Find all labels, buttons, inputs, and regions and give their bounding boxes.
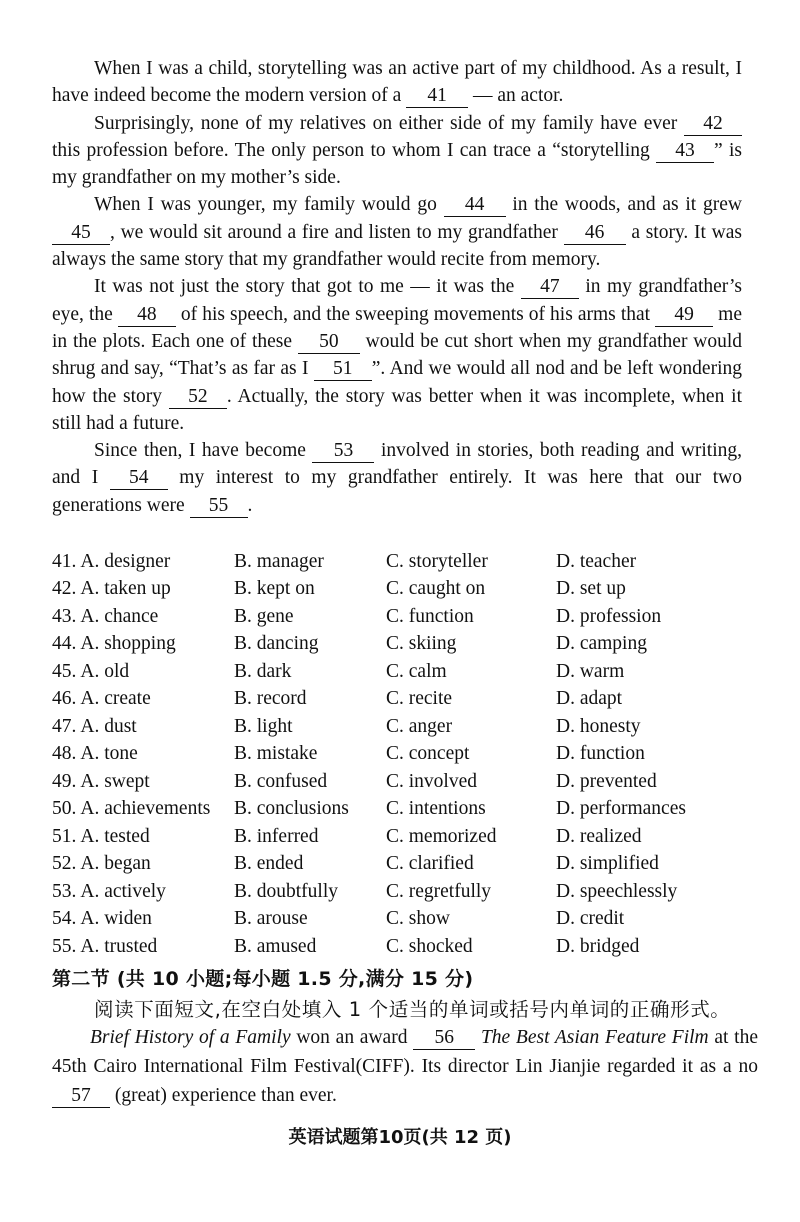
option-row bbox=[52, 686, 752, 714]
option-row bbox=[52, 631, 752, 659]
blank-41: 41 bbox=[406, 85, 468, 108]
option-row bbox=[52, 768, 752, 796]
option-b: B. mistake bbox=[234, 743, 318, 765]
question-number: 53. bbox=[52, 880, 77, 902]
blank-42: 42 bbox=[684, 113, 742, 136]
option-d: D. prevented bbox=[556, 770, 657, 792]
blank-57: 57 bbox=[52, 1085, 110, 1108]
option-d: D. set up bbox=[556, 578, 626, 600]
option-b: B. inferred bbox=[234, 825, 319, 847]
option-a bbox=[52, 661, 234, 683]
option-row bbox=[52, 548, 752, 576]
option-a bbox=[52, 716, 234, 738]
option-text: A. old bbox=[80, 660, 130, 682]
page-footer: 英语试题第10页(共 12 页) bbox=[288, 1127, 512, 1148]
option-d: D. warm bbox=[556, 660, 625, 682]
blank-51: 51 bbox=[314, 358, 372, 381]
option-d: D. performances bbox=[556, 798, 686, 820]
paragraph-3 bbox=[52, 191, 742, 273]
option-text: A. actively bbox=[80, 880, 166, 902]
option-c: C. calm bbox=[386, 660, 447, 682]
paragraph-5 bbox=[52, 437, 742, 519]
option-b: B. dark bbox=[234, 660, 292, 682]
option-b: B. gene bbox=[234, 605, 294, 627]
option-b: B. light bbox=[234, 715, 293, 737]
option-d: D. honesty bbox=[556, 715, 641, 737]
option-b: B. kept on bbox=[234, 578, 315, 600]
question-number: 44. bbox=[52, 633, 77, 655]
option-b: B. record bbox=[234, 688, 307, 710]
option-row bbox=[52, 713, 752, 741]
question-number: 42. bbox=[52, 578, 77, 600]
question-number: 55. bbox=[52, 935, 77, 957]
blank-43: 43 bbox=[656, 140, 714, 163]
option-row bbox=[52, 823, 752, 851]
option-row bbox=[52, 658, 752, 686]
option-text: A. tone bbox=[80, 743, 138, 765]
option-c: C. show bbox=[386, 908, 450, 930]
grammar-passage bbox=[52, 1023, 758, 1110]
option-c: C. shocked bbox=[386, 935, 473, 957]
option-text: A. designer bbox=[80, 550, 171, 572]
option-c: C. clarified bbox=[386, 853, 474, 875]
option-b: B. doubtfully bbox=[234, 880, 339, 902]
question-number: 52. bbox=[52, 853, 77, 875]
text: When I was a child, storytelling was an active part of my childhood. As a result, I have indeed become the modern version of a bbox=[52, 58, 742, 107]
paragraph-1 bbox=[52, 55, 742, 110]
option-row bbox=[52, 576, 752, 604]
text: my interest to my grandfather entirely. It was here that our two generations were bbox=[52, 467, 743, 516]
section-title: 第二节 (共 10 小题;每小题 1.5 分,满分 15 分) bbox=[52, 968, 474, 990]
option-row bbox=[52, 906, 752, 934]
option-a bbox=[52, 606, 234, 628]
paragraph-4 bbox=[52, 273, 742, 437]
option-b: B. confused bbox=[234, 770, 328, 792]
blank-50: 50 bbox=[298, 331, 360, 354]
option-d: D. profession bbox=[556, 605, 662, 627]
text: It was not just the story that got to me — it was the bbox=[94, 276, 521, 298]
section-instructions: 阅读下面短文,在空白处填入 1 个适当的单词或括号内单词的正确形式。 bbox=[94, 998, 731, 1021]
option-b: B. manager bbox=[234, 550, 324, 572]
option-a bbox=[52, 771, 234, 793]
cloze-passage bbox=[52, 55, 742, 519]
option-a bbox=[52, 908, 234, 930]
question-number: 46. bbox=[52, 688, 77, 710]
option-d: D. function bbox=[556, 743, 645, 765]
option-text: A. widen bbox=[80, 908, 152, 930]
text: , we would sit around a fire and listen to my grandfather bbox=[110, 221, 564, 243]
text: at the 45th Cairo International Film Festival(CIFF). Its director Lin Jianjie regarded it as a no bbox=[52, 1027, 758, 1077]
option-a bbox=[52, 826, 234, 848]
option-row bbox=[52, 741, 752, 769]
option-text: A. swept bbox=[80, 770, 150, 792]
blank-47: 47 bbox=[521, 276, 579, 299]
option-text: A. began bbox=[80, 853, 151, 875]
option-row bbox=[52, 933, 752, 961]
option-text: A. achievements bbox=[80, 798, 211, 820]
option-d: D. speechlessly bbox=[556, 880, 678, 902]
film-title: Brief History of a Family bbox=[90, 1027, 291, 1048]
text: this profession before. The only person to whom I can trace a “storytelling bbox=[52, 139, 657, 161]
blank-52: 52 bbox=[169, 386, 227, 409]
text: would be cut short when my grandfather would shrug and say, “That’s as far as I bbox=[52, 330, 742, 380]
option-text: A. shopping bbox=[80, 633, 176, 655]
text: . Actually, the story was better when it was incomplete, when it still had a future. bbox=[52, 385, 742, 434]
text: ”. And we would all nod and be left wondering how the story bbox=[52, 358, 742, 407]
option-b: B. amused bbox=[234, 935, 317, 957]
text: in my grandfather’s eye, the bbox=[52, 276, 742, 325]
option-a bbox=[52, 551, 234, 573]
option-c: C. regretfully bbox=[386, 880, 492, 902]
option-row bbox=[52, 878, 752, 906]
option-row bbox=[52, 796, 752, 824]
option-c: C. involved bbox=[386, 770, 477, 792]
blank-49: 49 bbox=[655, 304, 713, 327]
option-a bbox=[52, 578, 234, 600]
option-c: C. recite bbox=[386, 688, 453, 710]
option-d: D. realized bbox=[556, 825, 642, 847]
paragraph-6 bbox=[52, 1023, 758, 1110]
option-c: C. intentions bbox=[386, 798, 486, 820]
blank-53: 53 bbox=[312, 440, 374, 463]
option-a bbox=[52, 633, 234, 655]
option-d: D. teacher bbox=[556, 550, 637, 572]
option-text: A. tested bbox=[80, 825, 150, 847]
option-d: D. credit bbox=[556, 908, 625, 930]
option-c: C. caught on bbox=[386, 578, 486, 600]
option-text: A. chance bbox=[80, 605, 159, 627]
option-text: A. create bbox=[80, 688, 151, 710]
option-a bbox=[52, 936, 234, 958]
award-title: The Best Asian Feature Film bbox=[480, 1027, 709, 1048]
blank-55: 55 bbox=[190, 495, 248, 518]
option-a bbox=[52, 881, 234, 903]
option-a bbox=[52, 743, 234, 765]
option-a bbox=[52, 688, 234, 710]
blank-56: 56 bbox=[413, 1027, 475, 1050]
option-c: C. memorized bbox=[386, 825, 497, 847]
option-d: D. adapt bbox=[556, 688, 623, 710]
blank-44: 44 bbox=[444, 194, 506, 217]
option-d: D. bridged bbox=[556, 935, 640, 957]
text: . bbox=[247, 494, 253, 516]
question-number: 54. bbox=[52, 908, 77, 930]
option-b: B. conclusions bbox=[234, 798, 349, 820]
question-number: 50. bbox=[52, 798, 77, 820]
option-text: A. dust bbox=[80, 715, 137, 737]
blank-48: 48 bbox=[118, 304, 176, 327]
blank-46: 46 bbox=[564, 222, 626, 245]
option-c: C. storyteller bbox=[386, 550, 488, 572]
question-number: 47. bbox=[52, 715, 77, 737]
text: (great) experience than ever. bbox=[110, 1085, 337, 1106]
option-c: C. anger bbox=[386, 715, 453, 737]
text: Surprisingly, none of my relatives on either side of my family have ever bbox=[94, 112, 684, 134]
question-number: 45. bbox=[52, 660, 77, 682]
option-b: B. arouse bbox=[234, 908, 308, 930]
option-c: C. function bbox=[386, 605, 474, 627]
blank-54: 54 bbox=[110, 467, 168, 490]
text: of his speech, and the sweeping movements of his arms that bbox=[175, 303, 656, 325]
option-c: C. concept bbox=[386, 743, 470, 765]
text: in the woods, and as it grew bbox=[505, 194, 742, 216]
option-a bbox=[52, 853, 234, 875]
question-number: 48. bbox=[52, 743, 77, 765]
option-text: A. trusted bbox=[80, 935, 158, 957]
text: When I was younger, my family would go bbox=[94, 194, 444, 216]
option-d: D. camping bbox=[556, 633, 647, 655]
text: involved in stories, both reading and writing, and I bbox=[52, 440, 742, 489]
option-b: B. ended bbox=[234, 853, 304, 875]
option-row bbox=[52, 603, 752, 631]
option-d: D. simplified bbox=[556, 853, 659, 875]
text: — an actor. bbox=[468, 85, 564, 107]
option-c: C. skiing bbox=[386, 633, 457, 655]
option-text: A. taken up bbox=[80, 578, 171, 600]
text: me in the plots. Each one of these bbox=[52, 303, 743, 352]
question-number: 43. bbox=[52, 605, 77, 627]
text: a story. It was always the same story that my grandfather would recite from memory. bbox=[52, 221, 742, 271]
text: ” is my grandfather on my mother’s side. bbox=[52, 139, 743, 189]
question-number: 51. bbox=[52, 825, 77, 847]
question-number: 41. bbox=[52, 550, 77, 572]
option-b: B. dancing bbox=[234, 633, 319, 655]
text: Since then, I have become bbox=[94, 440, 313, 462]
option-a bbox=[52, 798, 234, 820]
paragraph-2 bbox=[52, 110, 742, 192]
blank-45: 45 bbox=[52, 222, 110, 245]
text: won an award bbox=[290, 1027, 414, 1048]
question-number: 49. bbox=[52, 770, 77, 792]
answer-options bbox=[52, 548, 752, 961]
option-row bbox=[52, 851, 752, 879]
